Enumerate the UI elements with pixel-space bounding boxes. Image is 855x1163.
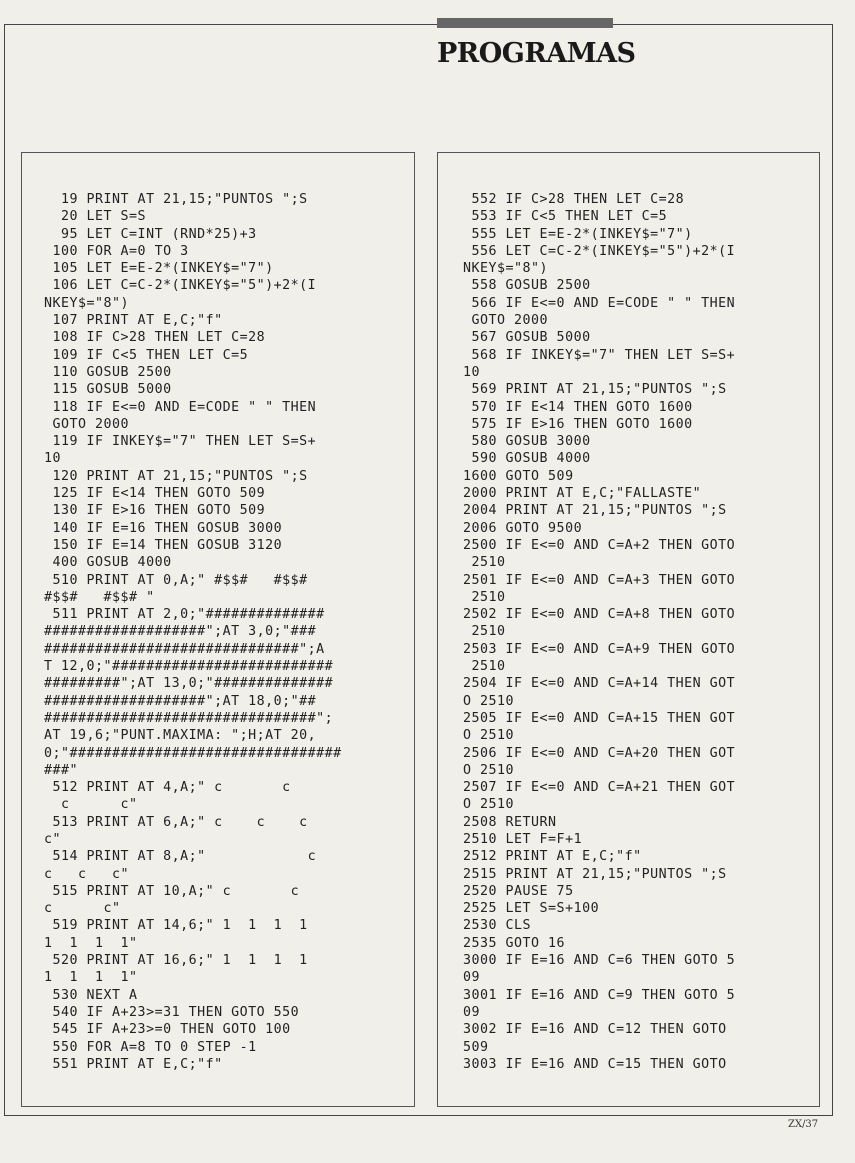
code-line: 09: [463, 1004, 481, 1020]
code-line: 2510: [463, 659, 506, 675]
code-line: GOTO 2000: [463, 313, 549, 329]
code-line: 3003 IF E=16 AND C=15 THEN GOTO: [463, 1056, 727, 1072]
code-line: 2525 LET S=S+100: [463, 901, 600, 917]
code-line: 09: [463, 970, 481, 986]
code-line: #$$# #$$# ": [44, 589, 155, 605]
code-line: 568 IF INKEY$="7" THEN LET S=S+: [463, 347, 736, 363]
code-line: 2508 RETURN: [463, 814, 557, 830]
code-line: 120 PRINT AT 21,15;"PUNTOS ";S: [44, 468, 308, 484]
code-line: 2502 IF E<=0 AND C=A+8 THEN GOTO: [463, 607, 736, 623]
code-line: 2530 CLS: [463, 918, 532, 934]
page-number: ZX/37: [788, 1119, 819, 1130]
code-line: 3001 IF E=16 AND C=9 THEN GOTO 5: [463, 987, 736, 1003]
code-line: 545 IF A+23>=0 THEN GOTO 100: [44, 1022, 291, 1038]
code-line: 3000 IF E=16 AND C=6 THEN GOTO 5: [463, 953, 736, 969]
code-line: 108 IF C>28 THEN LET C=28: [44, 330, 266, 346]
code-line: 110 GOSUB 2500: [44, 364, 172, 380]
code-line: 1 1 1 1": [44, 970, 138, 986]
code-line: 2515 PRINT AT 21,15;"PUNTOS ";S: [463, 866, 727, 882]
code-line: #########";AT 13,0;"##############: [44, 676, 334, 692]
code-line: c c c": [44, 866, 130, 882]
code-line: NKEY$="8"): [44, 295, 130, 311]
code-line: 115 GOSUB 5000: [44, 382, 172, 398]
code-line: 2503 IF E<=0 AND C=A+9 THEN GOTO: [463, 641, 736, 657]
code-line: 0;"################################: [44, 745, 342, 761]
code-line: 10: [44, 451, 62, 467]
code-line: T 12,0;"##########################: [44, 659, 334, 675]
code-line: 106 LET C=C-2*(INKEY$="5")+2*(I: [44, 278, 317, 294]
code-line: 1600 GOTO 509: [463, 468, 574, 484]
code-line: 150 IF E=14 THEN GOSUB 3120: [44, 537, 283, 553]
code-line: 2505 IF E<=0 AND C=A+15 THEN GOT: [463, 710, 736, 726]
code-line: O 2510: [463, 797, 515, 813]
code-line: 10: [463, 364, 481, 380]
code-line: 100 FOR A=0 TO 3: [44, 243, 189, 259]
code-line: 1 1 1 1": [44, 935, 138, 951]
code-line: 19 PRINT AT 21,15;"PUNTOS ";S: [44, 192, 308, 207]
code-line: 2504 IF E<=0 AND C=A+14 THEN GOT: [463, 676, 736, 692]
code-line: 553 IF C<5 THEN LET C=5: [463, 209, 668, 225]
code-line: 140 IF E=16 THEN GOSUB 3000: [44, 520, 283, 536]
code-line: 107 PRINT AT E,C;"f": [44, 313, 223, 329]
right-code-lines: [463, 191, 735, 1073]
code-line: 400 GOSUB 4000: [44, 555, 172, 571]
code-line: ###################";AT 3,0;"###: [44, 624, 317, 640]
right-code-column: [437, 152, 820, 1107]
code-line: 512 PRINT AT 4,A;" c c: [44, 780, 291, 796]
code-line: 2512 PRINT AT E,C;"f": [463, 849, 642, 865]
code-line: 105 LET E=E-2*(INKEY$="7"): [44, 261, 274, 277]
code-line: 2507 IF E<=0 AND C=A+21 THEN GOT: [463, 780, 736, 796]
code-line: AT 19,6;"PUNT.MAXIMA: ";H;AT 20,: [44, 728, 317, 744]
code-line: 558 GOSUB 2500: [463, 278, 591, 294]
code-line: 2535 GOTO 16: [463, 935, 566, 951]
left-code-lines: [44, 191, 342, 1073]
code-line: 509: [463, 1039, 489, 1055]
code-line: c": [44, 831, 62, 847]
code-line: ##############################";A: [44, 641, 325, 657]
code-line: O 2510: [463, 728, 515, 744]
code-line: 2500 IF E<=0 AND C=A+2 THEN GOTO: [463, 537, 736, 553]
code-line: 550 FOR A=8 TO 0 STEP -1: [44, 1039, 257, 1055]
code-line: 511 PRINT AT 2,0;"##############: [44, 607, 325, 623]
code-line: 119 IF INKEY$="7" THEN LET S=S+: [44, 434, 317, 450]
code-line: 2510: [463, 589, 506, 605]
code-line: 514 PRINT AT 8,A;" c: [44, 849, 317, 865]
header-bar: [437, 18, 613, 28]
code-line: 590 GOSUB 4000: [463, 451, 591, 467]
code-line: 555 LET E=E-2*(INKEY$="7"): [463, 226, 693, 242]
code-line: 118 IF E<=0 AND E=CODE " " THEN: [44, 399, 317, 415]
section-title: PROGRAMAS: [437, 38, 636, 69]
code-line: O 2510: [463, 762, 515, 778]
code-line: GOTO 2000: [44, 416, 130, 432]
code-line: 2000 PRINT AT E,C;"FALLASTE": [463, 486, 702, 502]
code-line: ###################";AT 18,0;"##: [44, 693, 317, 709]
code-line: 566 IF E<=0 AND E=CODE " " THEN: [463, 295, 736, 311]
code-line: c c": [44, 797, 138, 813]
code-line: 2510: [463, 624, 506, 640]
code-line: c c": [44, 901, 121, 917]
code-line: 2510: [463, 555, 506, 571]
code-line: 515 PRINT AT 10,A;" c c: [44, 883, 300, 899]
code-line: 570 IF E<14 THEN GOTO 1600: [463, 399, 693, 415]
code-line: 580 GOSUB 3000: [463, 434, 591, 450]
code-line: 575 IF E>16 THEN GOTO 1600: [463, 416, 693, 432]
code-line: 130 IF E>16 THEN GOTO 509: [44, 503, 266, 519]
code-line: 125 IF E<14 THEN GOTO 509: [44, 486, 266, 502]
code-line: 2506 IF E<=0 AND C=A+20 THEN GOT: [463, 745, 736, 761]
code-line: 109 IF C<5 THEN LET C=5: [44, 347, 249, 363]
code-line: 567 GOSUB 5000: [463, 330, 591, 346]
code-line: 530 NEXT A: [44, 987, 138, 1003]
code-line: 552 IF C>28 THEN LET C=28: [463, 192, 685, 207]
code-line: 95 LET C=INT (RND*25)+3: [44, 226, 257, 242]
code-line: 540 IF A+23>=31 THEN GOTO 550: [44, 1004, 300, 1020]
code-line: 519 PRINT AT 14,6;" 1 1 1 1: [44, 918, 308, 934]
code-line: 520 PRINT AT 16,6;" 1 1 1 1: [44, 953, 308, 969]
code-line: 20 LET S=S: [44, 209, 147, 225]
code-line: 513 PRINT AT 6,A;" c c c: [44, 814, 308, 830]
code-line: O 2510: [463, 693, 515, 709]
left-code-column: [21, 152, 415, 1107]
code-line: 556 LET C=C-2*(INKEY$="5")+2*(I: [463, 243, 736, 259]
code-line: NKEY$="8"): [463, 261, 549, 277]
code-line: 2006 GOTO 9500: [463, 520, 583, 536]
code-line: 551 PRINT AT E,C;"f": [44, 1056, 223, 1072]
code-line: 569 PRINT AT 21,15;"PUNTOS ";S: [463, 382, 727, 398]
code-line: 2510 LET F=F+1: [463, 831, 583, 847]
code-line: 2520 PAUSE 75: [463, 883, 574, 899]
code-line: 3002 IF E=16 AND C=12 THEN GOTO: [463, 1022, 727, 1038]
code-line: 2004 PRINT AT 21,15;"PUNTOS ";S: [463, 503, 727, 519]
code-line: 2501 IF E<=0 AND C=A+3 THEN GOTO: [463, 572, 736, 588]
code-line: ###": [44, 762, 79, 778]
code-line: ################################";: [44, 710, 334, 726]
code-line: 510 PRINT AT 0,A;" #$$# #$$#: [44, 572, 308, 588]
